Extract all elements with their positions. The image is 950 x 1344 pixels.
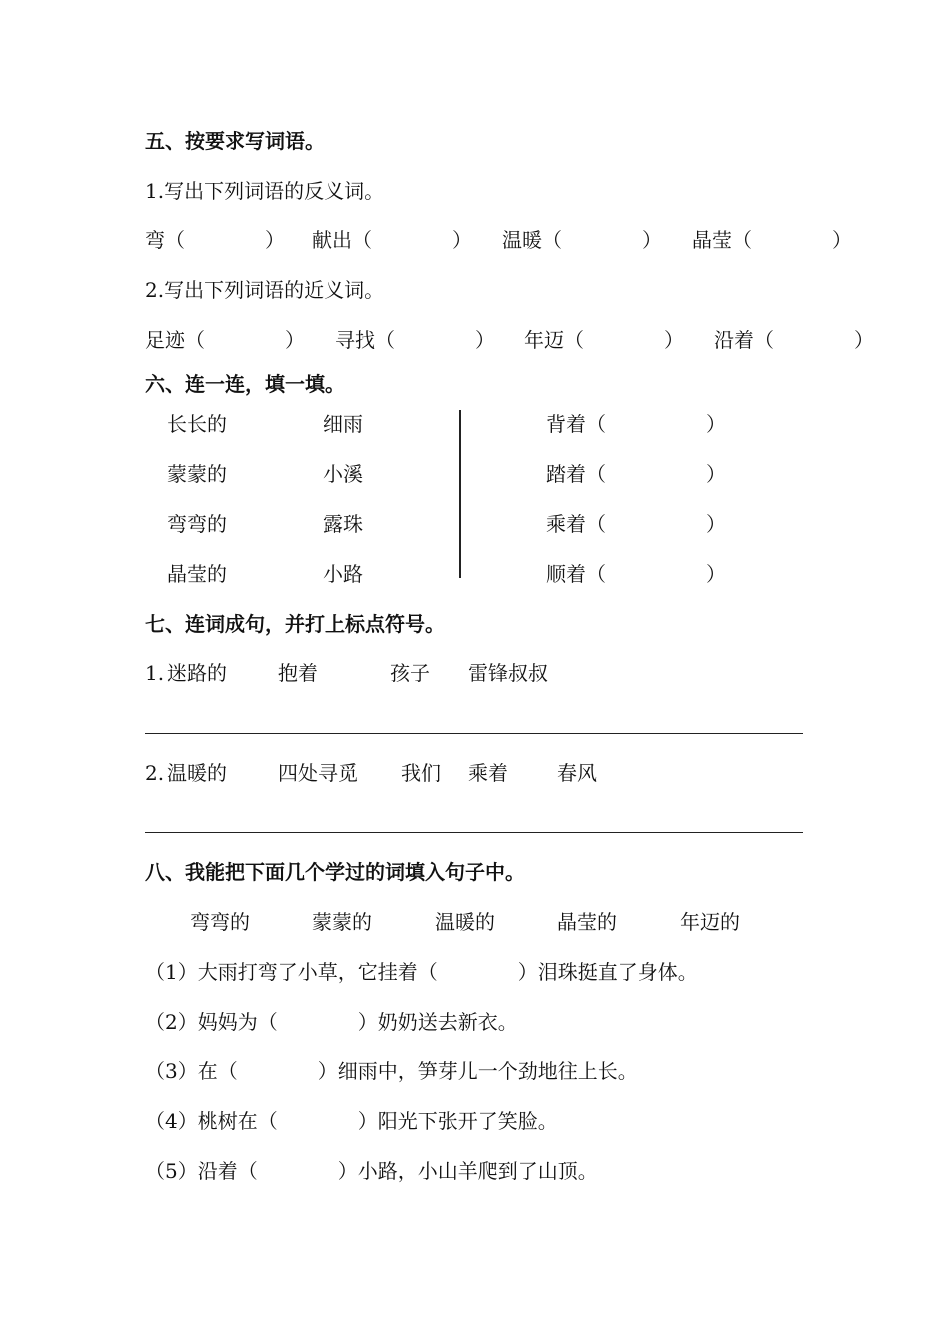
synonym-item: 年迈（ ） bbox=[524, 328, 684, 352]
word-bank-item: 年迈的 bbox=[680, 910, 740, 934]
match-right-item: 乘着（ ） bbox=[546, 512, 726, 536]
sentence-word: 迷路的 bbox=[167, 661, 227, 685]
synonym-item: 沿着（ ） bbox=[714, 328, 874, 352]
fill-sentence: （1）大雨打弯了小草，它挂着（ ）泪珠挺直了身体。 bbox=[145, 960, 698, 984]
match-right-item: 顺着（ ） bbox=[546, 562, 726, 586]
fill-sentence: （2）妈妈为（ ）奶奶送去新衣。 bbox=[145, 1010, 518, 1034]
match-right-item: 踏着（ ） bbox=[546, 462, 726, 486]
fill-sentence: （4）桃树在（ ）阳光下张开了笑脸。 bbox=[145, 1109, 558, 1133]
match-middle-item: 露珠 bbox=[323, 512, 363, 536]
antonym-item: 晶莹（ ） bbox=[692, 228, 852, 252]
answer-line[interactable] bbox=[145, 832, 803, 833]
match-middle-item: 小路 bbox=[323, 562, 363, 586]
sentence-word: 乘着 bbox=[468, 761, 508, 785]
match-middle-item: 细雨 bbox=[323, 412, 363, 436]
match-left-item: 长长的 bbox=[167, 412, 227, 436]
match-left-item: 蒙蒙的 bbox=[167, 462, 227, 486]
match-middle-item: 小溪 bbox=[323, 462, 363, 486]
match-right-item: 背着（ ） bbox=[546, 412, 726, 436]
section8-title: 八、我能把下面几个学过的词填入句子中。 bbox=[145, 860, 525, 884]
section5-title: 五、按要求写词语。 bbox=[145, 129, 325, 153]
antonym-item: 弯（ ） bbox=[145, 228, 285, 252]
synonym-item: 足迹（ ） bbox=[145, 328, 305, 352]
word-bank-item: 弯弯的 bbox=[190, 910, 250, 934]
fill-sentence: （3）在（ ）细雨中，笋芽儿一个劲地往上长。 bbox=[145, 1059, 638, 1083]
antonym-item: 温暖（ ） bbox=[502, 228, 662, 252]
sentence-word: 春风 bbox=[557, 761, 597, 785]
section5-q1-prompt: 1.写出下列词语的反义词。 bbox=[145, 179, 385, 203]
section5-q2-prompt: 2.写出下列词语的近义词。 bbox=[145, 278, 385, 302]
match-left-item: 晶莹的 bbox=[167, 562, 227, 586]
answer-line[interactable] bbox=[145, 733, 803, 734]
sentence-word: 四处寻觅 bbox=[278, 761, 358, 785]
sentence-word: 我们 bbox=[401, 761, 441, 785]
section6-title: 六、连一连，填一填。 bbox=[145, 372, 345, 396]
sentence-word: 抱着 bbox=[278, 661, 318, 685]
sentence-q1-number: 1. bbox=[145, 661, 165, 685]
sentence-word: 雷锋叔叔 bbox=[468, 661, 548, 685]
divider-line bbox=[459, 410, 461, 578]
synonym-item: 寻找（ ） bbox=[335, 328, 495, 352]
word-bank-item: 温暖的 bbox=[435, 910, 495, 934]
sentence-q2-number: 2. bbox=[145, 761, 165, 785]
word-bank-item: 晶莹的 bbox=[557, 910, 617, 934]
sentence-word: 温暖的 bbox=[167, 761, 227, 785]
section7-title: 七、连词成句，并打上标点符号。 bbox=[145, 612, 445, 636]
antonym-item: 献出（ ） bbox=[312, 228, 472, 252]
sentence-word: 孩子 bbox=[390, 661, 430, 685]
fill-sentence: （5）沿着（ ）小路，小山羊爬到了山顶。 bbox=[145, 1159, 598, 1183]
word-bank-item: 蒙蒙的 bbox=[312, 910, 372, 934]
match-left-item: 弯弯的 bbox=[167, 512, 227, 536]
